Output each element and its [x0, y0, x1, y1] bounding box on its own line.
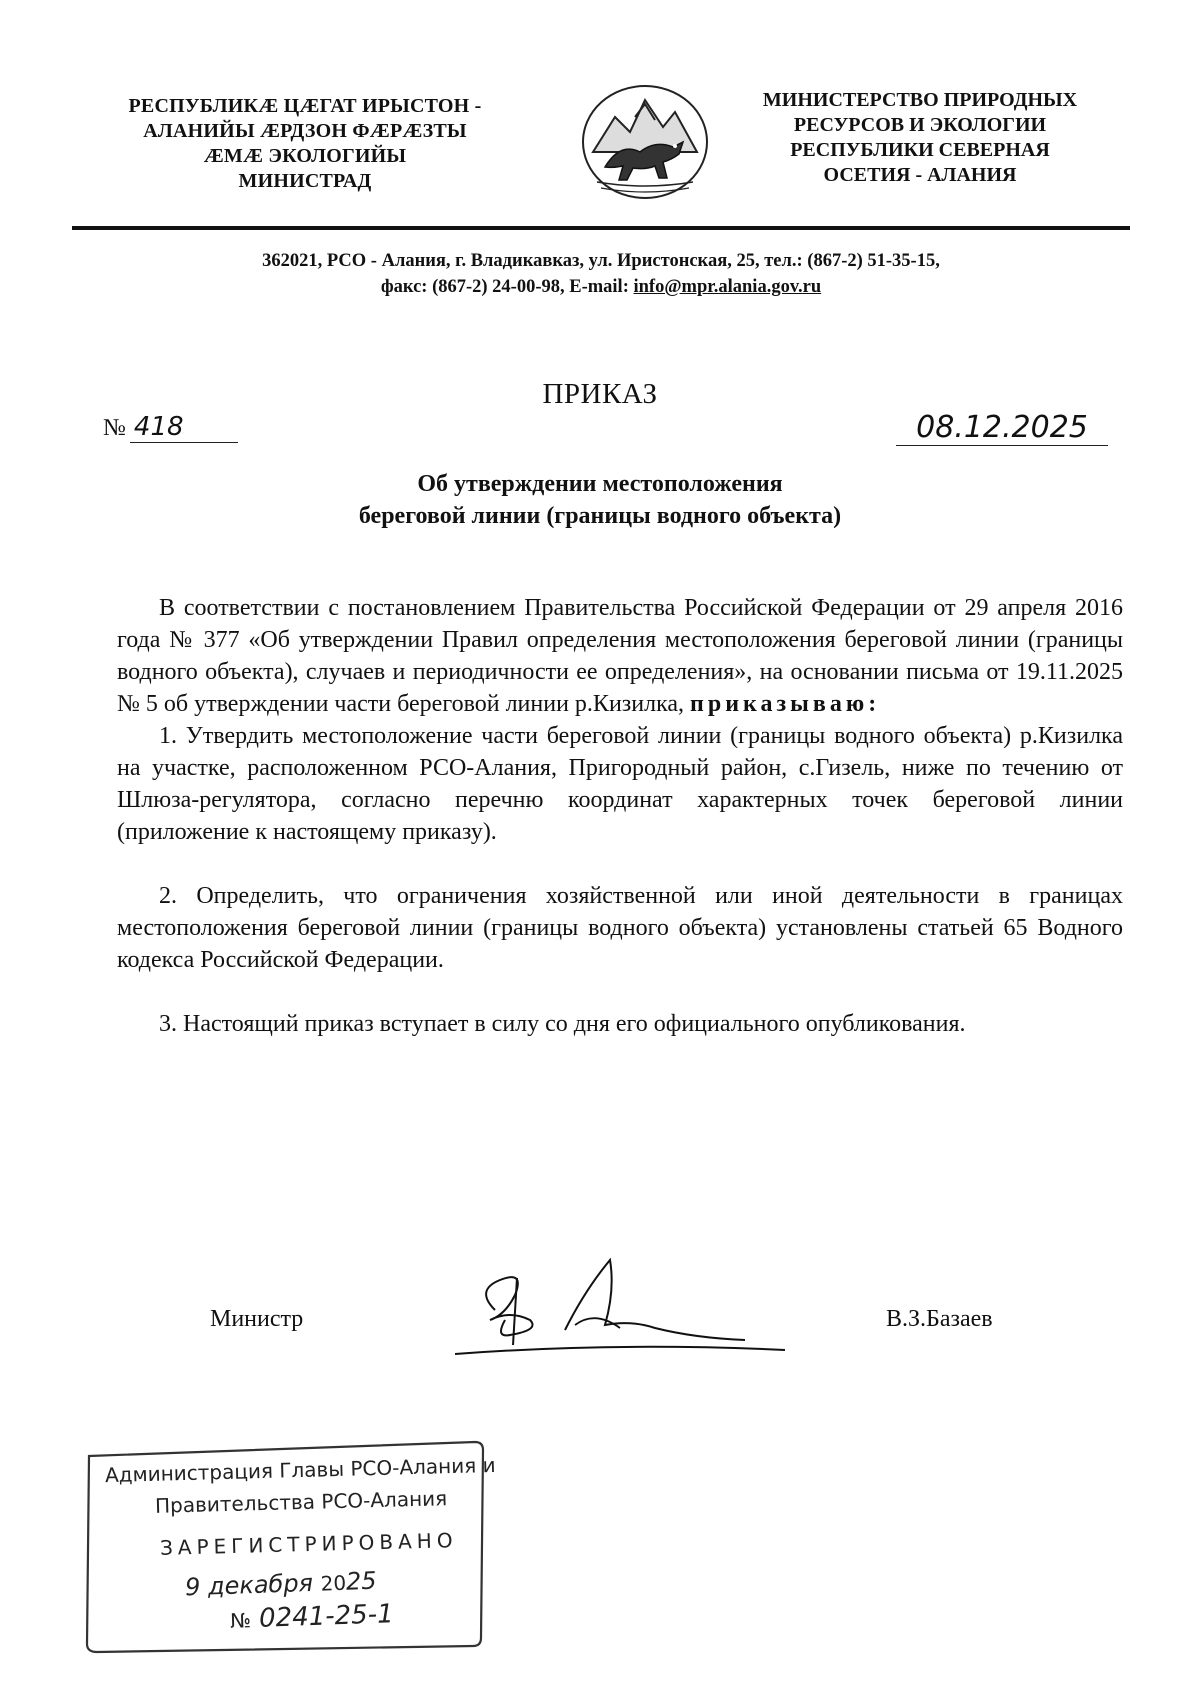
stamp-year-prefix: 20 [320, 1570, 347, 1596]
address-block [72, 248, 1130, 300]
handwritten-signature [455, 1250, 815, 1360]
order-number-handwritten: 418 [130, 412, 238, 443]
header-right-line: МИНИСТЕРСТВО ПРИРОДНЫХ [762, 89, 1078, 111]
signatory-name: В.З.Базаев [886, 1306, 993, 1332]
signatory-position: Министр [210, 1306, 304, 1332]
header-left-line: МИНИСТРАД [238, 170, 372, 192]
header-right-line: РЕСУРСОВ И ЭКОЛОГИИ [793, 114, 1047, 136]
fax-text: факс: (867-2) 24-00-98, E-mail: [380, 277, 634, 297]
order-body [117, 592, 1123, 1040]
subject-line: Об утверждении местоположения [417, 471, 783, 497]
order-word: приказываю: [690, 691, 881, 717]
stamp-number-value: 0241-25-1 [258, 1599, 395, 1634]
header-left-line: РЕСПУБЛИКӔ ЦӔГАТ ИРЫСТОН - [128, 95, 482, 117]
header-right-line: ОСЕТИЯ - АЛАНИЯ [823, 164, 1017, 186]
subject-line: береговой линии (границы водного объекта) [358, 503, 842, 529]
stamp-registered-label: ЗАРЕГИСТРИРОВАНО [159, 1528, 458, 1560]
stamp-line-2: Правительства РСО-Алания [154, 1486, 448, 1518]
header-left-line: ӔМӔ ЭКОЛОГИЙЫ [203, 145, 407, 167]
contact-line [72, 274, 1130, 300]
stamp-day: 9 [184, 1572, 201, 1602]
stamp-number-sign: № [229, 1608, 252, 1633]
order-date-handwritten: 08.12.2025 [896, 410, 1108, 446]
email-link[interactable]: info@mpr.alania.gov.ru [633, 277, 822, 297]
number-sign: № [103, 415, 126, 441]
header-left-line: АЛАНИЙЫ ӔРДЗОН ФӔРӔЗТЫ [143, 120, 467, 142]
header-left-title [95, 94, 515, 194]
order-number [103, 412, 238, 443]
stamp-month: декабря [207, 1568, 314, 1601]
stamp-line-1: Администрация Главы РСО-Алания и [104, 1452, 496, 1488]
address-line: 362021, РСО - Алания, г. Владикавказ, ул. Иристонская, 25, тел.: (867-2) 51-35-15, [262, 251, 940, 271]
intro-text: В соответствии с постановлением Правительства Российской Федерации от 29 апреля 2016 года № 377 «Об утверждении Правил определения местоположения береговой линии (границы водного объекта), случаев и периодичности ее определения», на основании письма от 19.11.2025 № 5 об утверждении части береговой линии р.Кизилка, [117, 595, 1123, 717]
intro-paragraph [117, 592, 1123, 720]
stamp-year-suffix: 25 [345, 1566, 378, 1596]
document-title: ПРИКАЗ [542, 378, 658, 410]
header-divider [72, 226, 1130, 230]
item-2: 2. Определить, что ограничения хозяйственной или иной деятельности в границах местоположения береговой линии (границы водного объекта) установлены статьей 65 Водного кодекса Российской Федерации. [117, 883, 1123, 973]
stamp-reg-number [230, 1599, 395, 1635]
header-right-line: РЕСПУБЛИКИ СЕВЕРНАЯ [790, 139, 1050, 161]
order-subject [0, 468, 1200, 532]
header-right-title [735, 88, 1105, 188]
item-3: 3. Настоящий приказ вступает в силу со дня его официального опубликования. [159, 1011, 966, 1037]
coat-of-arms-emblem [575, 82, 715, 202]
item-1: 1. Утвердить местоположение части береговой линии (границы водного объекта) р.Кизилка на участке, расположенном РСО-Алания, Пригородный район, с.Гизель, ниже по течению от Шлюза-регулятора, согласно перечню координат характерных точек береговой линии (приложение к настоящему приказу). [117, 723, 1123, 845]
